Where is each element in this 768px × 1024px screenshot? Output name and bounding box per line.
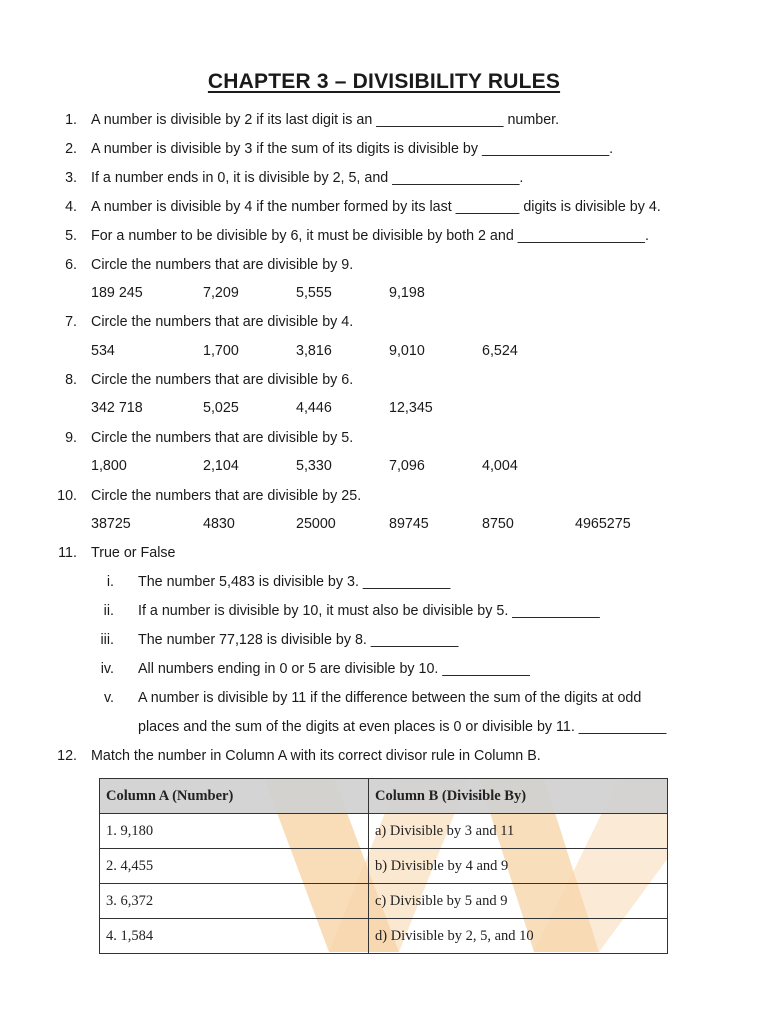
option-number[interactable]: 8750 <box>482 516 514 532</box>
question-number: 11. <box>58 545 77 561</box>
question-number: 6. <box>65 257 77 273</box>
question-text: Circle the numbers that are divisible by 6. <box>91 372 354 388</box>
option-number[interactable]: 342 718 <box>91 400 143 416</box>
option-number[interactable]: 12,345 <box>389 400 433 416</box>
roman-number: ii. <box>103 603 114 619</box>
option-number[interactable]: 5,025 <box>203 400 239 416</box>
statement-text: If a number is divisible by 10, it must also be divisible by 5. ___________ <box>138 603 600 619</box>
option-number[interactable]: 534 <box>91 343 115 359</box>
option-number[interactable]: 3,816 <box>296 343 332 359</box>
question-text: Circle the numbers that are divisible by 5. <box>91 430 354 446</box>
option-number[interactable]: 4965275 <box>575 516 631 532</box>
option-number[interactable]: 4830 <box>203 516 235 532</box>
question-text: A number is divisible by 2 if its last digit is an ________________ number. <box>91 112 560 128</box>
match-table <box>99 778 668 954</box>
question-text: Circle the numbers that are divisible by 4. <box>91 314 354 330</box>
question-number: 5. <box>65 228 77 244</box>
roman-number: iii. <box>100 632 114 648</box>
option-number[interactable]: 1,800 <box>91 458 127 474</box>
option-number[interactable]: 25000 <box>296 516 336 532</box>
option-number[interactable]: 9,198 <box>389 285 425 301</box>
column-b-cell: b) Divisible by 4 and 9 <box>369 849 668 884</box>
question-text: Match the number in Column A with its correct divisor rule in Column B. <box>91 748 541 764</box>
table-row <box>100 814 668 849</box>
option-number[interactable]: 38725 <box>91 516 131 532</box>
option-number[interactable]: 7,209 <box>203 285 239 301</box>
table-row <box>100 849 668 884</box>
column-a-cell: 3. 6,372 <box>100 884 369 919</box>
roman-number: v. <box>103 690 114 706</box>
question-number: 2. <box>65 141 77 157</box>
column-a-cell: 4. 1,584 <box>100 919 369 954</box>
question-number: 9. <box>65 430 77 446</box>
option-number[interactable]: 5,330 <box>296 458 332 474</box>
question-number: 10. <box>57 488 77 504</box>
column-b-cell: c) Divisible by 5 and 9 <box>369 884 668 919</box>
match-table-container <box>99 778 668 952</box>
table-row <box>100 919 668 954</box>
option-number[interactable]: 1,700 <box>203 343 239 359</box>
column-b-cell: a) Divisible by 3 and 11 <box>369 814 668 849</box>
question-number: 3. <box>65 170 77 186</box>
option-number[interactable]: 5,555 <box>296 285 332 301</box>
statement-text: places and the sum of the digits at even places is 0 or divisible by 11. ___________ <box>138 719 667 735</box>
page-title: CHAPTER 3 – DIVISIBILITY RULES <box>207 70 561 93</box>
option-number[interactable]: 2,104 <box>203 458 239 474</box>
roman-number: iv. <box>100 661 114 677</box>
statement-text: A number is divisible by 11 if the difference between the sum of the digits at odd <box>138 690 642 706</box>
column-a-cell: 2. 4,455 <box>100 849 369 884</box>
column-b-cell: d) Divisible by 2, 5, and 10 <box>369 919 668 954</box>
question-number: 4. <box>65 199 77 215</box>
question-number: 7. <box>65 314 77 330</box>
question-number: 1. <box>65 112 77 128</box>
roman-number: i. <box>106 574 114 590</box>
column-a-header: Column A (Number) <box>100 779 369 814</box>
question-text: True or False <box>91 545 176 561</box>
column-a-cell: 1. 9,180 <box>100 814 369 849</box>
statement-text: The number 77,128 is divisible by 8. ___________ <box>138 632 459 648</box>
question-text: Circle the numbers that are divisible by 25. <box>91 488 362 504</box>
option-number[interactable]: 7,096 <box>389 458 425 474</box>
table-header-row <box>100 779 668 814</box>
statement-text: The number 5,483 is divisible by 3. ___________ <box>138 574 451 590</box>
question-text: A number is divisible by 4 if the number formed by its last ________ digits is divisible by 4. <box>91 199 661 215</box>
question-text: If a number ends in 0, it is divisible by 2, 5, and ________________. <box>91 170 524 186</box>
question-text: A number is divisible by 3 if the sum of its digits is divisible by ________________. <box>91 141 614 157</box>
option-number[interactable]: 4,446 <box>296 400 332 416</box>
option-number[interactable]: 6,524 <box>482 343 518 359</box>
table-row <box>100 884 668 919</box>
column-b-header: Column B (Divisible By) <box>369 779 668 814</box>
option-number[interactable]: 189 245 <box>91 285 143 301</box>
question-number: 12. <box>57 748 77 764</box>
option-number[interactable]: 4,004 <box>482 458 518 474</box>
question-text: For a number to be divisible by 6, it must be divisible by both 2 and ________________. <box>91 228 649 244</box>
option-number[interactable]: 89745 <box>389 516 429 532</box>
question-text: Circle the numbers that are divisible by 9. <box>91 257 354 273</box>
option-number[interactable]: 9,010 <box>389 343 425 359</box>
question-number: 8. <box>65 372 77 388</box>
statement-text: All numbers ending in 0 or 5 are divisible by 10. ___________ <box>138 661 530 677</box>
